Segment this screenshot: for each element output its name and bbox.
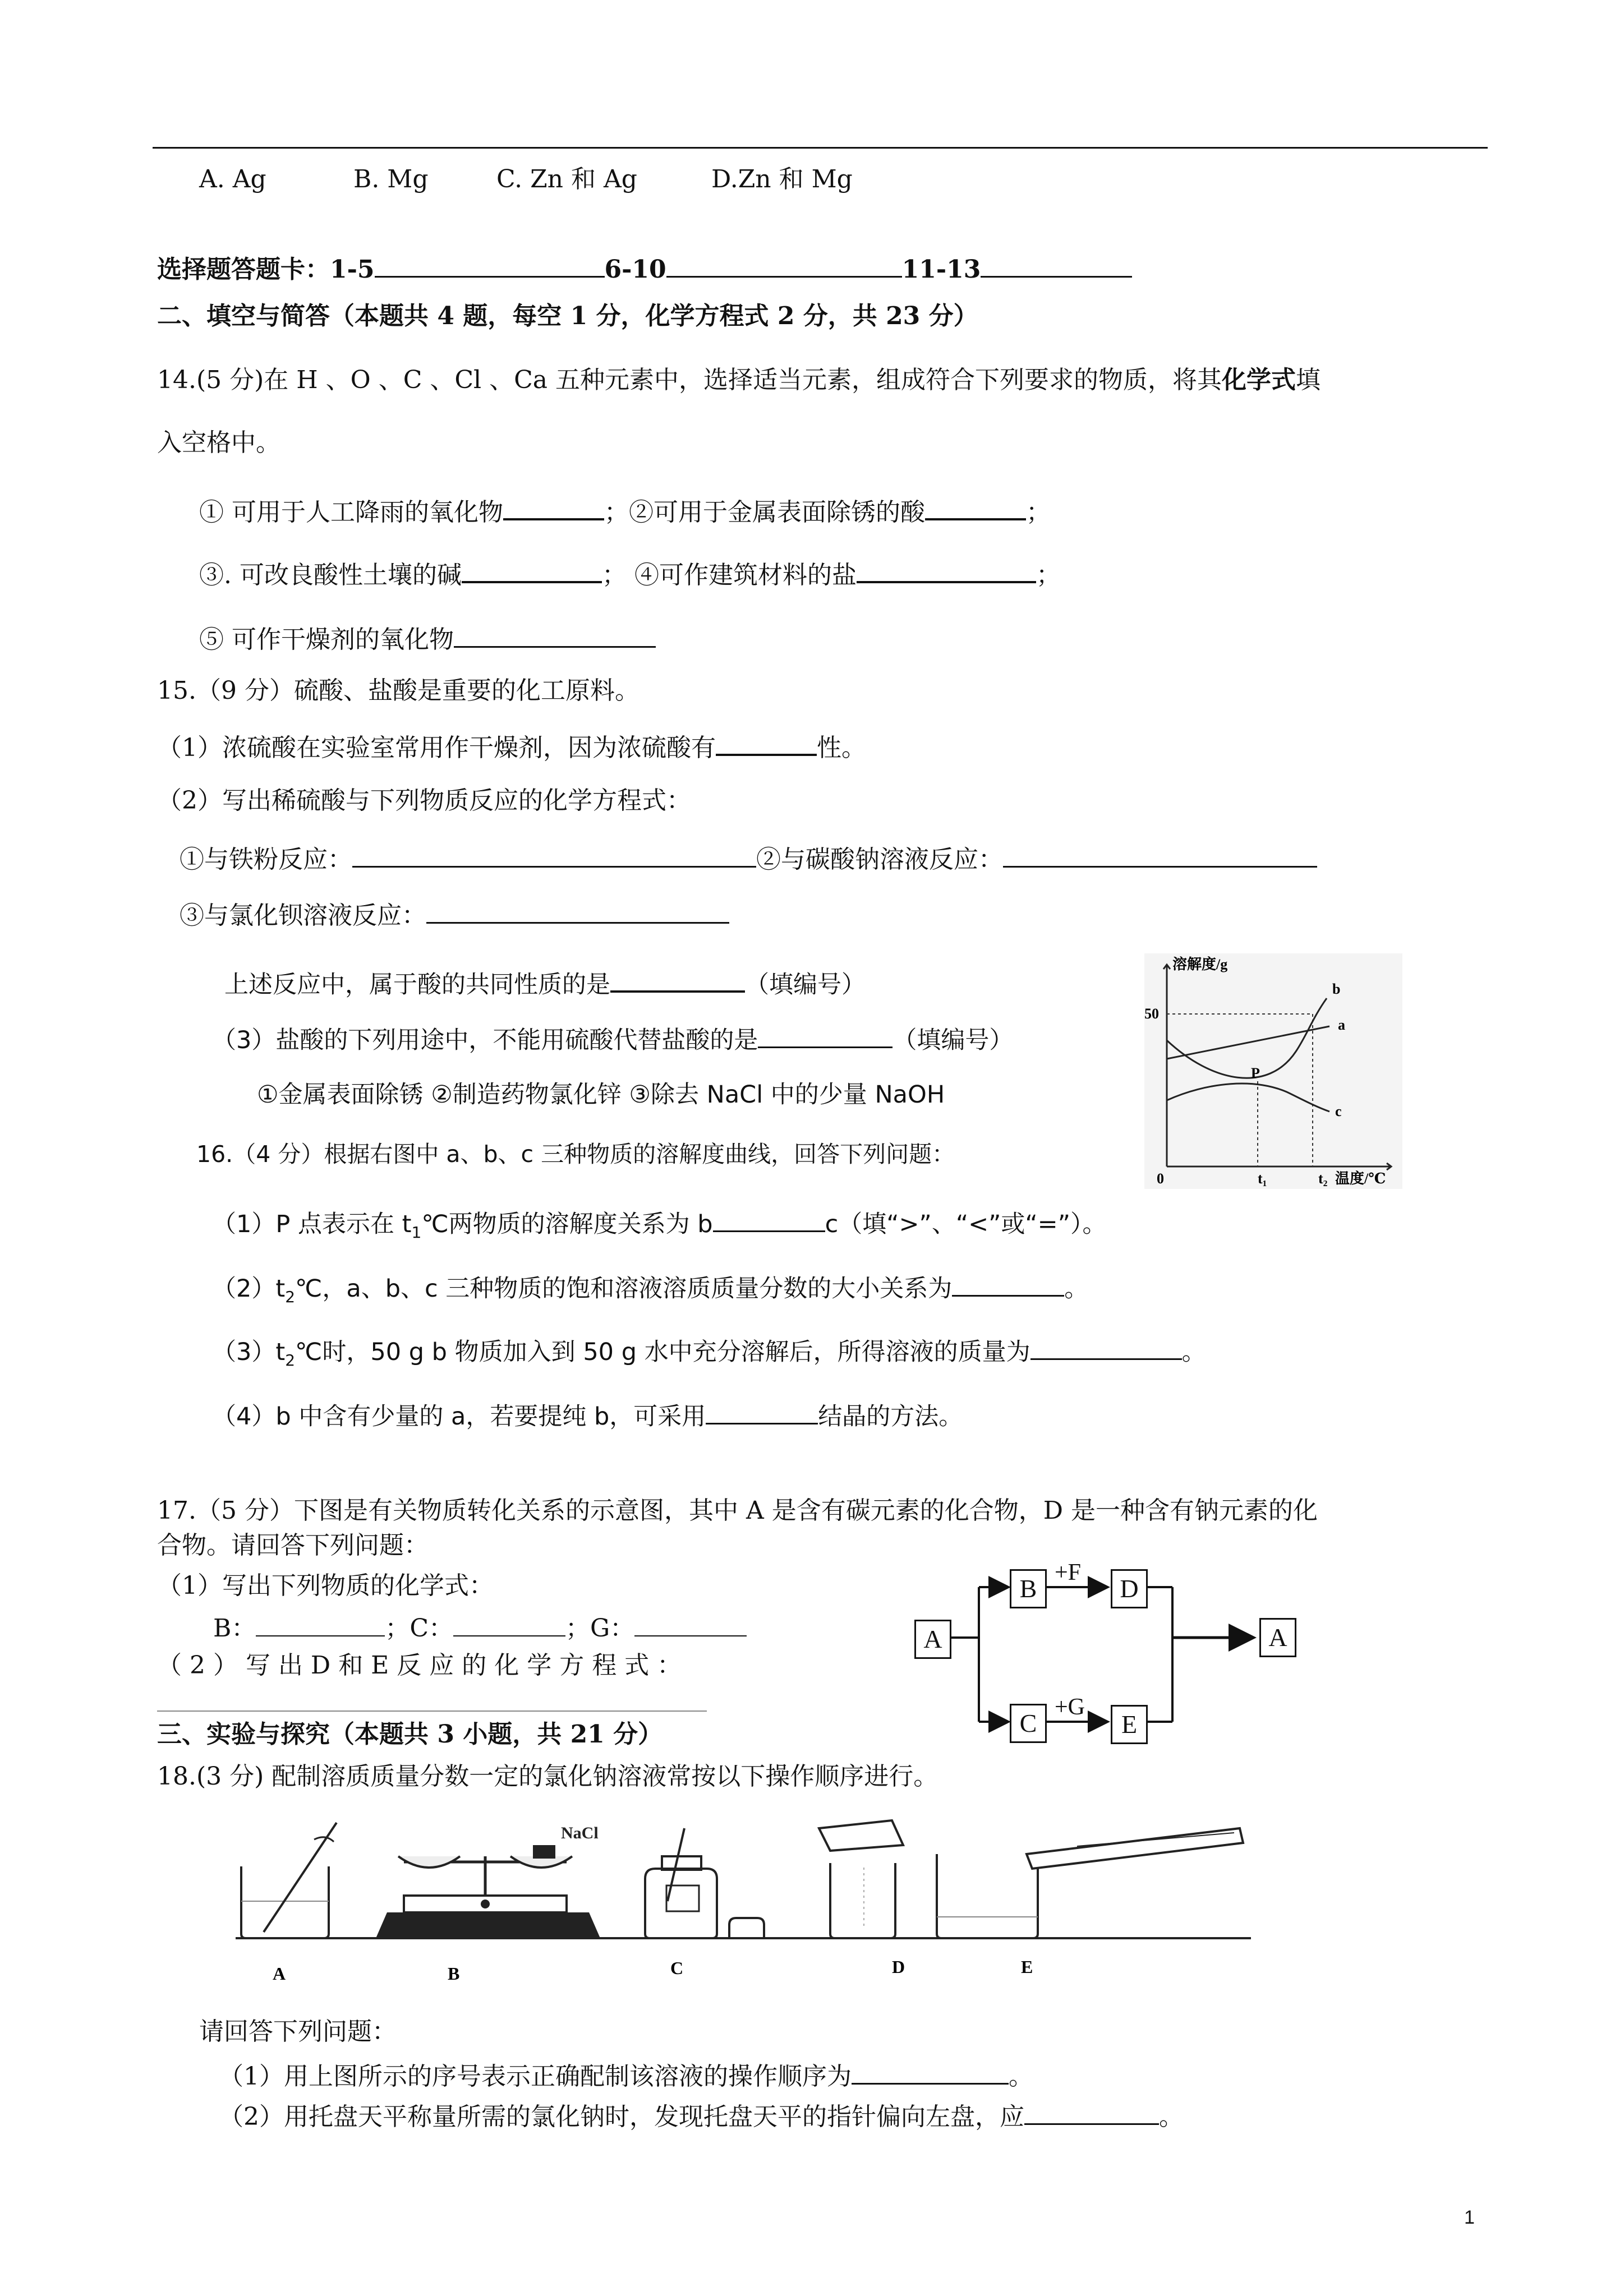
step-b-balance — [376, 1845, 600, 1938]
q15-reaction1: ①与铁粉反应： — [180, 845, 352, 874]
q17-blank-c[interactable] — [453, 1611, 565, 1636]
q17-formulas — [213, 1611, 747, 1644]
graph-xlabel: 温度/℃ — [1335, 1170, 1386, 1187]
answer-blank-11-13[interactable] — [981, 251, 1132, 278]
q17-blank-b[interactable] — [256, 1611, 385, 1636]
flow-box-d: D — [1111, 1569, 1148, 1608]
q16-part3 — [212, 1334, 1206, 1376]
q17-stem1: 17.（5 分）下图是有关物质转化关系的示意图，其中 A 是含有碳元素的化合物，D 是一种含有钠元素的化 — [157, 1496, 1318, 1525]
q16-part2-sub: 2 — [285, 1288, 296, 1306]
graph-label-p: P — [1251, 1065, 1260, 1081]
q16-part1-sub: 1 — [411, 1223, 422, 1242]
answer-blank-1-5[interactable] — [375, 251, 605, 278]
q15-blank-reaction2[interactable] — [1003, 841, 1317, 868]
q15-reaction3: ③与氯化钡溶液反应： — [180, 901, 426, 930]
q14-item1: ① 可用于人工降雨的氧化物 — [199, 498, 503, 527]
flow-box-a-start: A — [914, 1620, 951, 1659]
answer-card — [157, 251, 1132, 285]
q15-blank-common[interactable] — [610, 966, 745, 993]
q16-part3-sub: 2 — [285, 1351, 296, 1370]
q14-blank3[interactable] — [462, 556, 602, 583]
q14-item2: ；②可用于金属表面除锈的酸 — [604, 498, 925, 527]
q14-row3 — [199, 621, 656, 656]
answer-card-label: 选择题答题卡：1-5 — [157, 255, 375, 284]
flow-plus-f: +F — [1055, 1560, 1082, 1585]
q18-blank-order[interactable] — [852, 2058, 1009, 2085]
solubility-graph — [1144, 953, 1402, 1189]
q16-blank-compare[interactable] — [713, 1206, 825, 1232]
q15-blank-property[interactable] — [716, 729, 817, 756]
flow-box-c: C — [1010, 1704, 1047, 1743]
q13-option-b: B. Mg — [353, 165, 429, 193]
q14-row1 — [199, 494, 1051, 528]
q15-part1-tail: 性。 — [817, 734, 866, 762]
graph-t1: t₁ — [1258, 1170, 1267, 1187]
q16-blank-order[interactable] — [952, 1270, 1064, 1297]
q15-common-tail: （填编号） — [745, 971, 866, 999]
q18-blank-adjust[interactable] — [1024, 2099, 1159, 2125]
answer-card-mid: 6-10 — [604, 255, 666, 284]
q17-part2: （ 2 ） 写 出 D 和 E 反 应 的 化 学 方 程 式 ： — [157, 1651, 682, 1680]
q15-uses: ①金属表面除锈 ②制造药物氯化锌 ③除去 NaCl 中的少量 NaOH — [257, 1081, 945, 1109]
q16-stem: 16.（4 分）根据右图中 a、b、c 三种物质的溶解度曲线，回答下列问题： — [196, 1141, 955, 1168]
q14-stem-text: 14.(5 分)在 H 、O 、C 、Cl 、Ca 五种元素中，选择适当元素，组成符合下列要求的物质，将其 — [157, 366, 1222, 394]
q14-item5: ⑤ 可作干燥剂的氧化物 — [199, 625, 454, 654]
answer-blank-6-10[interactable] — [666, 251, 902, 278]
q16-part1 — [212, 1206, 1106, 1248]
q18-part1 — [219, 2058, 1033, 2092]
flow-plus-g: +G — [1055, 1694, 1085, 1720]
q16-blank-mass[interactable] — [1030, 1334, 1182, 1360]
q14-item4-end: ； — [1036, 561, 1061, 589]
graph-t2: t₂ — [1318, 1170, 1328, 1187]
step-label-b: B — [448, 1963, 460, 1984]
q14-stem — [157, 365, 1321, 396]
q15-reaction2: ②与碳酸钠溶液反应： — [756, 845, 1003, 874]
q15-blank-reaction3[interactable] — [426, 897, 729, 924]
graph-label-a: a — [1338, 1017, 1345, 1033]
q16-part1-text: （1）P 点表示在 t — [212, 1210, 412, 1238]
q15-reactions-row1 — [180, 841, 1317, 875]
q16-part4-text: （4）b 中含有少量的 a，若要提纯 b，可采用 — [212, 1403, 706, 1431]
q16-part1-tail: c（填“>”、“<”或“=”）。 — [825, 1210, 1107, 1238]
q15-part1 — [157, 729, 866, 764]
lab-steps-illustration — [236, 1817, 1251, 1991]
q16-part4 — [212, 1398, 963, 1432]
q16-part2-tail: 。 — [1064, 1275, 1089, 1303]
step-label-e: E — [1021, 1957, 1033, 1977]
q14-row2 — [199, 556, 1061, 591]
q17-blank-equation[interactable] — [157, 1711, 707, 1712]
q14-blank1[interactable] — [503, 494, 604, 520]
q18-part1-tail: 。 — [1009, 2062, 1033, 2091]
q17-blank-g[interactable] — [634, 1611, 747, 1636]
q18-part2-tail: 。 — [1159, 2103, 1184, 2131]
q15-part3-text: （3）盐酸的下列用途中，不能用硫酸代替盐酸的是 — [212, 1026, 758, 1054]
q13-option-d: D.Zn 和 Mg — [711, 165, 853, 193]
q16-part2-text: （2）t — [212, 1275, 286, 1303]
q18-ask: 请回答下列问题： — [199, 2017, 397, 2046]
graph-ylabel: 溶解度/g — [1172, 956, 1228, 972]
step-d-beaker-paper — [819, 1820, 903, 1938]
q16-blank-method[interactable] — [706, 1398, 818, 1424]
q14-item4: ； ④可作建筑材料的盐 — [601, 561, 857, 589]
q13-option-a: A. Ag — [199, 165, 266, 193]
q14-blank2[interactable] — [925, 494, 1026, 520]
q16-part2 — [212, 1270, 1088, 1313]
step-label-d: D — [892, 1957, 905, 1977]
flow-box-e: E — [1111, 1705, 1148, 1744]
q13-option-c: C. Zn 和 Ag — [496, 165, 637, 193]
q15-part3 — [212, 1022, 1013, 1056]
q17-b-label: B： — [213, 1614, 256, 1643]
q18-part2 — [219, 2099, 1184, 2133]
q15-common-text: 上述反应中，属于酸的共同性质的是 — [224, 971, 610, 999]
q14-item3: ③. 可改良酸性土壤的碱 — [199, 561, 462, 589]
step-label-c: C — [670, 1958, 684, 1978]
q15-part2: （2）写出稀硫酸与下列物质反应的化学方程式： — [157, 786, 691, 815]
q15-blank-part3[interactable] — [758, 1022, 892, 1048]
section3-title: 三、实验与探究（本题共 3 小题，共 21 分） — [157, 1720, 663, 1749]
q15-reactions-row2 — [180, 897, 729, 932]
q16-part2-mid: ℃，a、b、c 三种物质的饱和溶液溶质质量分数的大小关系为 — [295, 1275, 953, 1303]
flow-box-a-end: A — [1259, 1618, 1296, 1657]
page-number: 1 — [1464, 2207, 1475, 2228]
q14-stem-line2: 入空格中。 — [157, 428, 280, 457]
q16-part3-tail: 。 — [1181, 1338, 1206, 1366]
q16-part3-text: （3）t — [212, 1338, 286, 1366]
step-c-bottle — [645, 1828, 764, 1938]
answer-card-end: 11-13 — [901, 255, 981, 284]
q18-part1-text: （1）用上图所示的序号表示正确配制该溶液的操作顺序为 — [219, 2062, 852, 2091]
q14-item2-end: ； — [1026, 498, 1051, 527]
q14-stem-tail: 填 — [1295, 366, 1321, 394]
q15-part3-tail: （填编号） — [892, 1026, 1014, 1054]
q17-stem2: 合物。请回答下列问题： — [157, 1531, 429, 1560]
q17-g-label: ；G： — [565, 1614, 635, 1643]
q18-part2-text: （2）用托盘天平称量所需的氯化钠时，发现托盘天平的指针偏向左盘，应 — [219, 2103, 1024, 2131]
q15-stem: 15.（9 分）硫酸、盐酸是重要的化工原料。 — [157, 676, 640, 705]
section2-title: 二、填空与简答（本题共 4 题，每空 1 分，化学方程式 2 分，共 23 分） — [157, 302, 978, 330]
graph-label-c: c — [1335, 1103, 1342, 1119]
q14-blank4[interactable] — [857, 556, 1036, 583]
q17-part1: （1）写出下列物质的化学式： — [157, 1571, 494, 1600]
q14-stem-bold: 化学式 — [1221, 366, 1296, 394]
q14-blank5[interactable] — [454, 621, 656, 648]
step-label-a: A — [273, 1963, 286, 1984]
flow-box-b: B — [1010, 1569, 1047, 1608]
step-e-beaker-cylinder — [937, 1828, 1243, 1938]
q16-part4-tail: 结晶的方法。 — [818, 1403, 963, 1431]
q15-part1-text: （1）浓硫酸在实验室常用作干燥剂，因为浓硫酸有 — [157, 734, 716, 762]
graph-origin: 0 — [1157, 1170, 1164, 1187]
q17-c-label: ；C： — [385, 1614, 454, 1643]
q15-common — [224, 966, 866, 1001]
step-a-beaker-rod — [241, 1823, 337, 1938]
header-rule — [153, 147, 1488, 149]
q16-part3-mid: ℃时，50 g b 物质加入到 50 g 水中充分溶解后，所得溶液的质量为 — [295, 1338, 1030, 1366]
q18-stem: 18.(3 分) 配制溶质质量分数一定的氯化钠溶液常按以下操作顺序进行。 — [157, 1762, 938, 1791]
q16-part1-mid: ℃两物质的溶解度关系为 b — [421, 1210, 713, 1238]
balance-nacl-label: NaCl — [561, 1824, 599, 1842]
graph-y50: 50 — [1144, 1006, 1159, 1022]
q15-blank-reaction1[interactable] — [352, 841, 756, 868]
graph-label-b: b — [1332, 981, 1341, 997]
